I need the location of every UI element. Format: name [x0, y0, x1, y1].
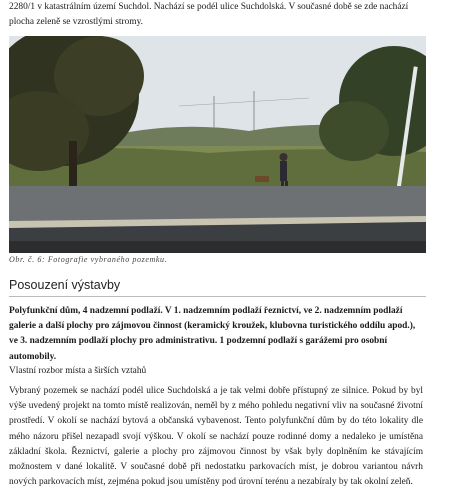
site-photo [9, 36, 426, 253]
project-summary: Polyfunkční dům, 4 nadzemní podlaží. V 1. nadzemním podlaží řeznictví, ve 2. nadzemním podlaží galerie a další plochy pro zájmovou činnost (keramický kroužek, klubovna turistického oddílu apod.), ve 3. nadzemním podlaží plochy pro administrativu. 1 podzemní podlaží s garážemi pro osobní automobily. [9, 306, 416, 362]
analysis-subheading: Vlastní rozbor místa a širších vztahů [9, 366, 147, 376]
photo-caption: Obr. č. 6: Fotografie vybraného pozemku. [9, 255, 168, 264]
section-heading: Posouzení výstavby [9, 278, 121, 292]
analysis-paragraph: Vybraný pozemek se nachází podél ulice Suchdolská a je tak velmi dobře přístupný ze silnice. Pokud by byl výše uvedený projekt na tomto místě realizován, neměl by z mého pohledu negativní vliv na současné životní prostředí. V okolí se nachází bytová a občanská vybavenost. Tento polyfunkční dům by do této lokality dle mého názoru přišel nezapadl svojí výškou. V okolí se nachází pouze rodinné domy a nedaleko je umístěna základní škola. Řeznictví, galerie a plochy pro zájmovou činnost by však byly doplněním ke stávajícím možnostem v dané lokalitě. V současné době při nedostatku parkovacích míst, je dobrou variantou návrh nových parkovacích míst, zejména pokud jsou umístěny pod úrovní terénu a nezabíraly by tak okolní zeleň. [9, 386, 423, 488]
heading-divider [9, 296, 426, 297]
intro-paragraph: 2280/1 v katastrálním území Suchdol. Nachází se podél ulice Suchdolská. V současné době se zde nachází plocha zeleně se vzrostlými stromy. [9, 2, 409, 27]
